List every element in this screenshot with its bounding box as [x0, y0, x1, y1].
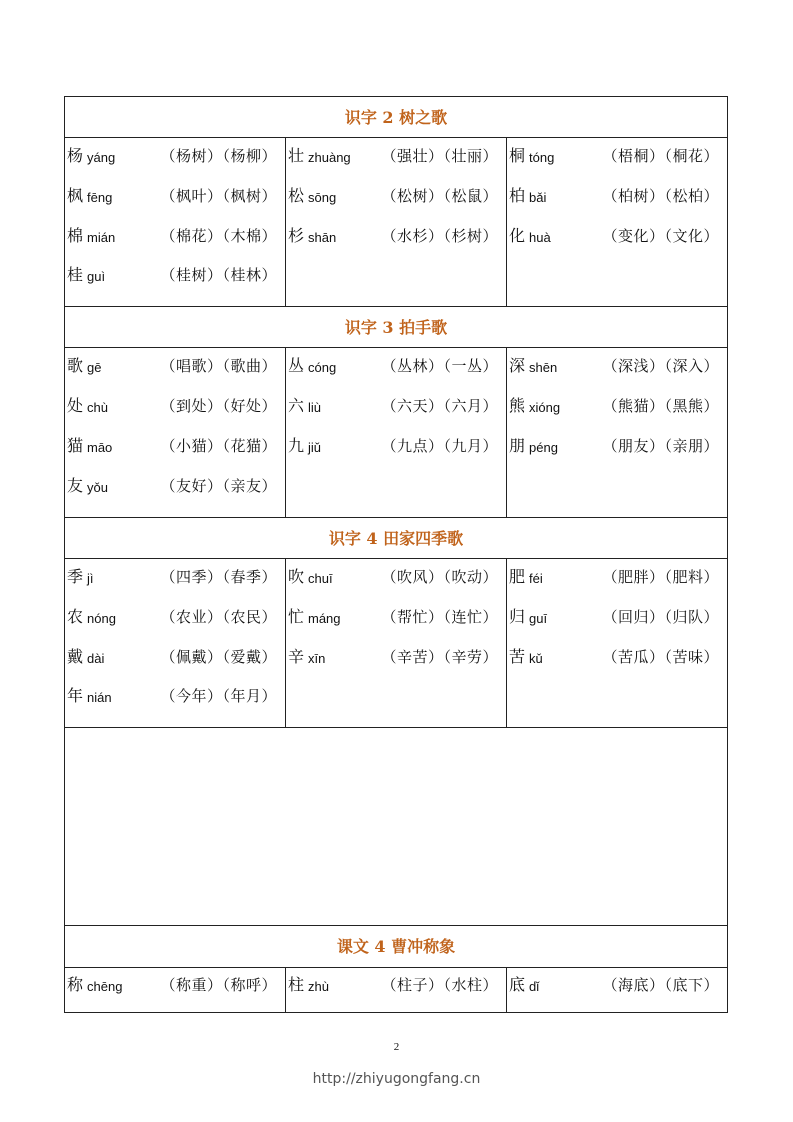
hanzi-char: 丛 [288, 356, 305, 375]
word-examples: （海底）（底下） [602, 976, 719, 994]
word-examples: （丛林）（一丛） [381, 357, 498, 375]
list-item [286, 144, 506, 168]
section-shuzhige [65, 97, 727, 307]
list-item [65, 184, 285, 208]
list-item [65, 263, 285, 287]
list-item [286, 565, 506, 589]
list-item [65, 645, 285, 669]
column-1 [65, 968, 286, 1012]
pinyin: nóng [87, 611, 116, 626]
hanzi-char: 年 [67, 686, 84, 705]
hanzi-char: 九 [288, 436, 305, 455]
word-examples: （棉花）（木棉） [160, 227, 277, 245]
column-2 [286, 138, 507, 306]
pinyin: liù [308, 400, 322, 415]
list-item [507, 565, 727, 589]
blank-area [65, 728, 727, 926]
hanzi-char: 季 [67, 567, 84, 586]
pinyin: máng [308, 611, 341, 626]
list-item [286, 434, 506, 458]
word-examples: （到处）（好处） [160, 397, 277, 415]
hanzi-char: 六 [288, 396, 305, 415]
list-item [65, 394, 285, 418]
word-examples: （回归）（归队） [602, 608, 719, 626]
hanzi-char: 朋 [509, 436, 526, 455]
pinyin: guì [87, 269, 106, 284]
hanzi-char: 吹 [288, 567, 305, 586]
hanzi-char: 歌 [67, 356, 84, 375]
word-examples: （强壮）（壮丽） [381, 147, 498, 165]
hanzi-char: 棉 [67, 226, 84, 245]
section-title: 识字 4 田家四季歌 [65, 518, 727, 559]
word-examples: （今年）（年月） [160, 687, 277, 705]
section-tianjiasijige [65, 518, 727, 728]
list-item [65, 973, 285, 997]
list-item [286, 354, 506, 378]
word-examples: （小猫）（花猫） [160, 437, 277, 455]
hanzi-char: 柏 [509, 186, 526, 205]
list-item [507, 354, 727, 378]
vocabulary-table [64, 96, 728, 1013]
word-examples: （称重）（称呼） [160, 976, 277, 994]
hanzi-char: 深 [509, 356, 526, 375]
list-item [65, 605, 285, 629]
column-2 [286, 348, 507, 517]
pinyin: guī [529, 611, 548, 626]
hanzi-char: 戴 [67, 647, 84, 666]
section-caochongchengxiang [65, 926, 727, 1012]
word-examples: （熊猫）（黑熊） [602, 397, 719, 415]
list-item [65, 565, 285, 589]
section-title: 识字 3 拍手歌 [65, 307, 727, 348]
hanzi-char: 友 [67, 476, 84, 495]
word-examples: （唱歌）（歌曲） [160, 357, 277, 375]
pinyin: jiǔ [308, 440, 322, 455]
pinyin: chuī [308, 571, 333, 586]
column-1 [65, 138, 286, 306]
list-item [65, 144, 285, 168]
word-examples: （枫叶）（枫树） [160, 187, 277, 205]
pinyin: xióng [529, 400, 561, 415]
list-item [507, 973, 727, 997]
pinyin: zhuàng [308, 150, 351, 165]
hanzi-char: 肥 [509, 567, 526, 586]
hanzi-char: 农 [67, 607, 84, 626]
list-item [286, 394, 506, 418]
pinyin: féi [529, 571, 543, 586]
list-item [65, 684, 285, 708]
pinyin: xīn [308, 651, 326, 666]
pinyin: shēn [529, 360, 558, 375]
word-examples: （四季）（春季） [160, 568, 277, 586]
hanzi-char: 柱 [288, 975, 305, 994]
hanzi-char: 归 [509, 607, 526, 626]
hanzi-char: 忙 [288, 607, 305, 626]
pinyin: jì [87, 571, 94, 586]
hanzi-char: 桐 [509, 146, 526, 165]
pinyin: tóng [529, 150, 555, 165]
hanzi-char: 处 [67, 396, 84, 415]
list-item [286, 184, 506, 208]
word-examples: （变化）（文化） [602, 227, 719, 245]
list-item [507, 645, 727, 669]
word-examples: （九点）（九月） [381, 437, 498, 455]
word-examples: （朋友）（亲朋） [602, 437, 719, 455]
word-examples: （帮忙）（连忙） [381, 608, 498, 626]
list-item [507, 184, 727, 208]
column-2 [286, 559, 507, 727]
pinyin: dǐ [529, 979, 540, 994]
list-item [65, 474, 285, 498]
column-3 [507, 348, 727, 517]
word-examples: （梧桐）（桐花） [602, 147, 719, 165]
pinyin: fēng [87, 190, 113, 205]
hanzi-char: 枫 [67, 186, 84, 205]
pinyin: péng [529, 440, 558, 455]
pinyin: sōng [308, 190, 337, 205]
section-title: 课文 4 曹冲称象 [65, 926, 727, 968]
pinyin: shān [308, 230, 337, 245]
hanzi-char: 松 [288, 186, 305, 205]
list-item [286, 645, 506, 669]
hanzi-char: 杨 [67, 146, 84, 165]
footer-url: http://zhiyugongfang.cn [312, 1071, 481, 1087]
pinyin: mián [87, 230, 116, 245]
hanzi-char: 苦 [509, 647, 526, 666]
list-item [286, 973, 506, 997]
pinyin: zhù [308, 979, 329, 994]
list-item [65, 354, 285, 378]
word-examples: （松树）（松鼠） [381, 187, 498, 205]
column-1 [65, 348, 286, 517]
pinyin: kǔ [529, 651, 543, 666]
column-2 [286, 968, 507, 1012]
list-item [507, 224, 727, 248]
hanzi-char: 化 [509, 226, 526, 245]
pinyin: yáng [87, 150, 116, 165]
word-examples: （佩戴）（爱戴） [160, 648, 277, 666]
word-examples: （苦瓜）（苦味） [602, 648, 719, 666]
word-examples: （柏树）（松柏） [602, 187, 719, 205]
list-item [65, 434, 285, 458]
list-item [507, 434, 727, 458]
hanzi-char: 杉 [288, 226, 305, 245]
list-item [507, 605, 727, 629]
word-examples: （辛苦）（辛劳） [381, 648, 498, 666]
pinyin: cóng [308, 360, 337, 375]
column-3 [507, 138, 727, 306]
column-3 [507, 559, 727, 727]
list-item [65, 224, 285, 248]
pinyin: dài [87, 651, 105, 666]
pinyin: gē [87, 360, 102, 375]
pinyin: huà [529, 230, 551, 245]
column-1 [65, 559, 286, 727]
hanzi-char: 底 [509, 975, 526, 994]
word-examples: （肥胖）（肥料） [602, 568, 719, 586]
word-examples: （杨树）（杨柳） [160, 147, 277, 165]
pinyin: yǒu [87, 480, 108, 495]
word-examples: （柱子）（水柱） [381, 976, 498, 994]
list-item [507, 394, 727, 418]
list-item [286, 605, 506, 629]
hanzi-char: 称 [67, 975, 84, 994]
page-number: 2 [393, 1041, 400, 1053]
hanzi-char: 壮 [288, 146, 305, 165]
pinyin: chù [87, 400, 108, 415]
column-3 [507, 968, 727, 1012]
word-examples: （农业）（农民） [160, 608, 277, 626]
word-examples: （水杉）（杉树） [381, 227, 498, 245]
word-examples: （桂树）（桂林） [160, 266, 277, 284]
pinyin: bǎi [529, 190, 547, 205]
pinyin: nián [87, 690, 112, 705]
section-title: 识字 2 树之歌 [65, 97, 727, 138]
section-paishouge [65, 307, 727, 518]
list-item [507, 144, 727, 168]
word-examples: （深浅）（深入） [602, 357, 719, 375]
list-item [286, 224, 506, 248]
hanzi-char: 猫 [67, 436, 84, 455]
hanzi-char: 熊 [509, 396, 526, 415]
hanzi-char: 桂 [67, 265, 84, 284]
word-examples: （吹风）（吹动） [381, 568, 498, 586]
word-examples: （六天）（六月） [381, 397, 498, 415]
pinyin: māo [87, 440, 113, 455]
word-examples: （友好）（亲友） [160, 477, 277, 495]
pinyin: chēng [87, 979, 123, 994]
hanzi-char: 辛 [288, 647, 305, 666]
